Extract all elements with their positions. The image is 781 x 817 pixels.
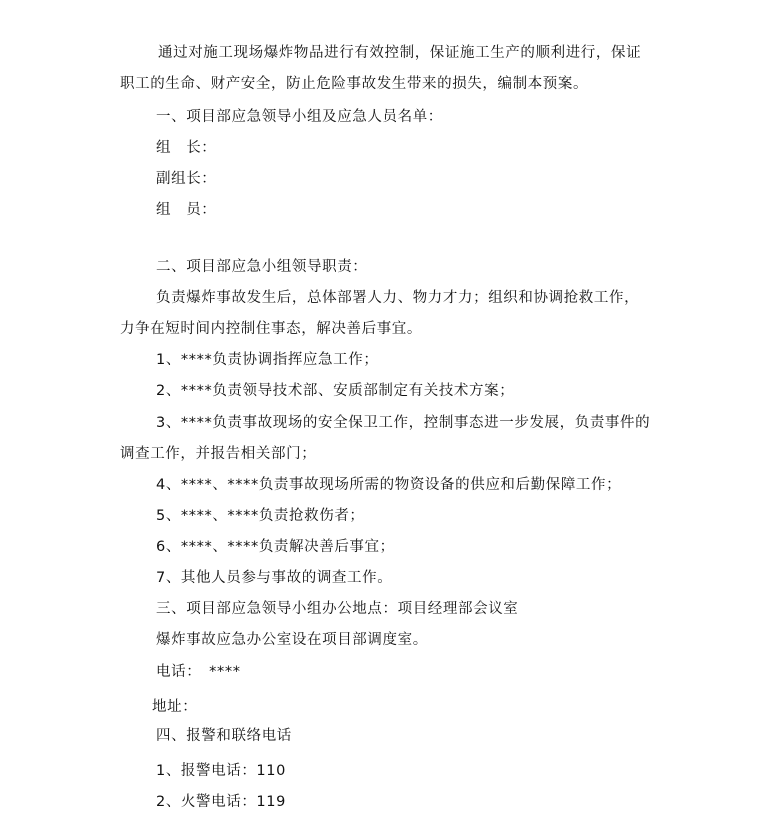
fire-phone-line: 2、火警电话：119 bbox=[156, 794, 286, 810]
team-member-label: 组 员： bbox=[156, 202, 217, 218]
duty-item-1: 1、****负责协调指挥应急工作； bbox=[156, 352, 379, 368]
address-line: 地址： bbox=[152, 699, 198, 715]
duty-paragraph-line-1: 负责爆炸事故发生后，总体部署人力、物力才力；组织和协调抢救工作， bbox=[156, 290, 640, 306]
paragraph-intro-line-1: 通过对施工现场爆炸物品进行有效控制，保证施工生产的顺利进行，保证 bbox=[158, 45, 642, 61]
section-heading-2: 二、项目部应急小组领导职责： bbox=[156, 259, 368, 275]
phone-line: 电话： **** bbox=[156, 664, 241, 680]
duty-item-3-line-2: 调查工作，并报告相关部门； bbox=[120, 446, 317, 462]
deputy-leader-label: 副组长： bbox=[156, 171, 217, 187]
section-heading-4: 四、报警和联络电话 bbox=[156, 728, 292, 744]
duty-item-5: 5、****、****负责抢救伤者； bbox=[156, 508, 365, 524]
alarm-phone-line: 1、报警电话：110 bbox=[156, 763, 286, 779]
team-leader-label: 组 长： bbox=[156, 140, 217, 156]
office-location-text: 爆炸事故应急办公室设在项目部调度室。 bbox=[156, 632, 428, 648]
section-heading-1: 一、项目部应急领导小组及应急人员名单： bbox=[156, 109, 443, 125]
duty-paragraph-line-2: 力争在短时间内控制住事态，解决善后事宜。 bbox=[120, 321, 422, 337]
duty-item-4: 4、****、****负责事故现场所需的物资设备的供应和后勤保障工作； bbox=[156, 477, 622, 493]
section-heading-3: 三、项目部应急领导小组办公地点：项目经理部会议室 bbox=[156, 601, 519, 617]
duty-item-6: 6、****、****负责解决善后事宜； bbox=[156, 539, 395, 555]
duty-item-7: 7、其他人员参与事故的调查工作。 bbox=[156, 570, 393, 586]
paragraph-intro-line-2: 职工的生命、财产安全，防止危险事故发生带来的损失，编制本预案。 bbox=[120, 76, 589, 92]
duty-item-3-line-1: 3、****负责事故现场的安全保卫工作，控制事态进一步发展，负责事件的 bbox=[156, 415, 651, 431]
duty-item-2: 2、****负责领导技术部、安质部制定有关技术方案； bbox=[156, 383, 515, 399]
